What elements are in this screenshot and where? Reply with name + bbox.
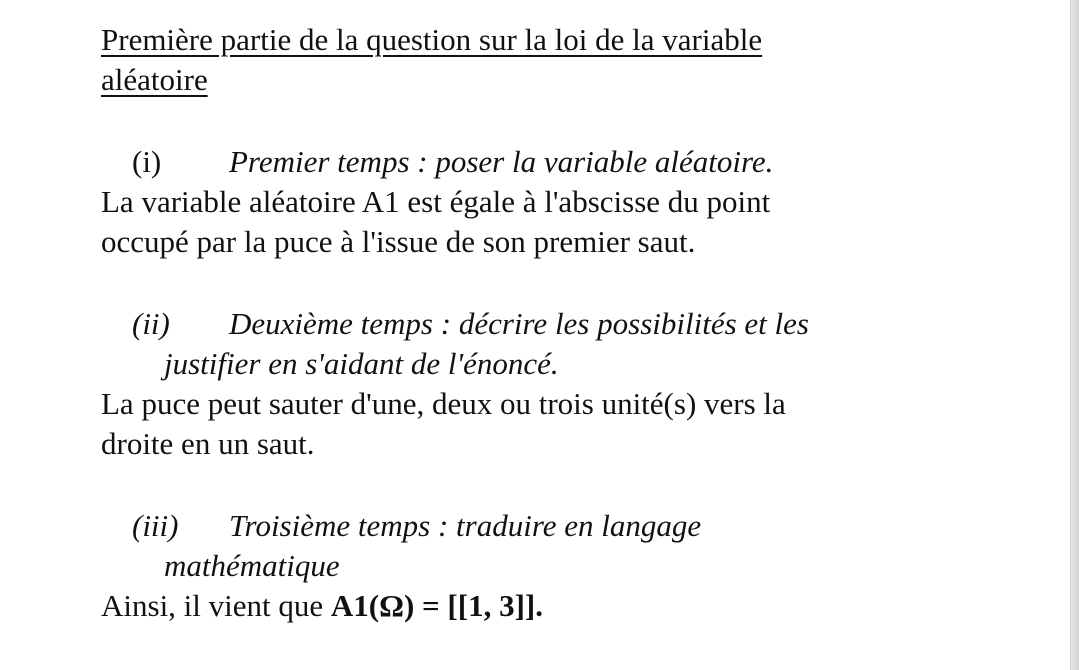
step-1-heading-text: Premier temps : poser la variable aléatoire. [229,144,774,179]
step-3-body [101,586,941,626]
step-2-number: (ii) [132,306,170,341]
section-title [101,20,901,100]
step-2-heading [132,304,941,344]
title-line-1: Première partie de la question sur la loi de la variable [101,22,763,57]
step-2-body-line-2: droite en un saut. [101,426,315,461]
step-1-body-line-1: La variable aléatoire A1 est égale à l'abscisse du point [101,184,771,219]
step-2-body-line-1: La puce peut sauter d'une, deux ou trois unité(s) vers la [101,386,786,421]
step-2-body [101,384,941,464]
step-3-heading-text: Troisième temps : traduire en langage [229,508,702,543]
document-body [101,20,941,626]
step-3-heading-continuation: mathématique [164,548,340,583]
step-1-heading [132,142,941,182]
step-3-number: (iii) [132,508,179,543]
step-1-body [101,182,941,262]
step-3-body-prefix: Ainsi, il vient que [101,588,331,623]
step-1-number: (i) [132,144,162,179]
step-1-body-line-2: occupé par la puce à l'issue de son premier saut. [101,224,696,259]
step-3-heading [132,506,941,546]
step-3-body-formula: A1(Ω) = [[1, 3]]. [330,588,543,623]
step-2-heading-continuation: justifier en s'aidant de l'énoncé. [164,346,559,381]
page-edge [1070,0,1079,670]
title-line-2: aléatoire [101,62,208,97]
step-2-heading-text: Deuxième temps : décrire les possibilités et les [229,306,809,341]
